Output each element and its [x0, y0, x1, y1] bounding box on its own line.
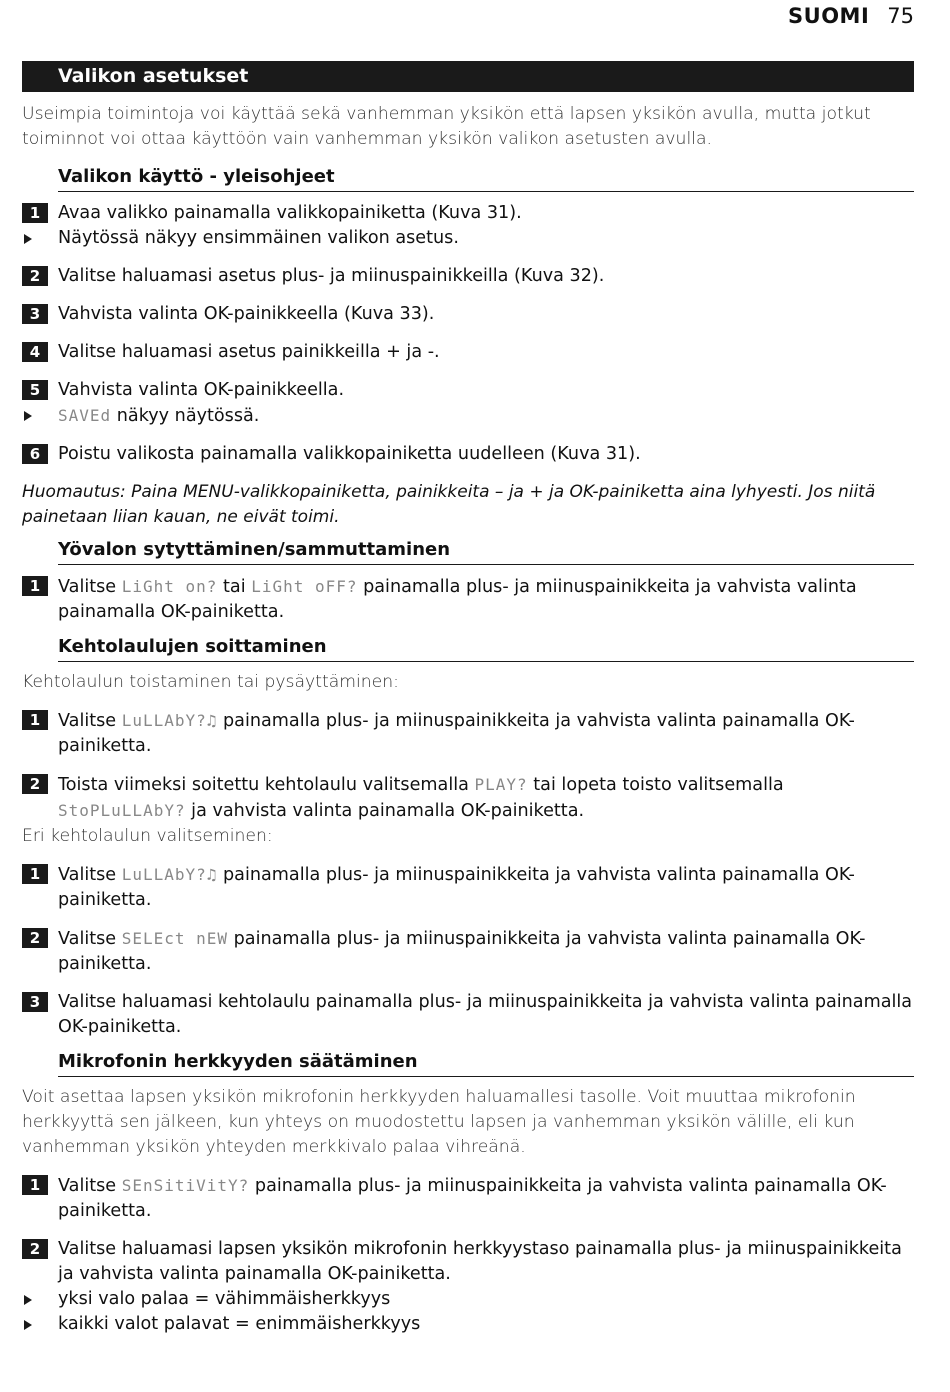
- step-text: Valitse: [58, 711, 122, 731]
- lcd-saved-text: SAVEd: [58, 406, 112, 425]
- subheading-lullabies: Kehtolaulujen soittaminen: [58, 635, 914, 662]
- night-light-step-1: [22, 574, 914, 625]
- note-text: Huomautus: Paina MENU-valikkopainiketta, painikkeita – ja + ja OK-painiketta aina lyhyesti. Jos niitä painetaan liian kauan, ne eivät toimi.: [22, 482, 876, 527]
- subheading-night-light: Yövalon sytyttäminen/sammuttaminen: [58, 538, 914, 565]
- menu-step-6: [22, 442, 914, 467]
- lcd-light-on-text: LiGht on?: [121, 577, 218, 596]
- result-arrow-icon: [24, 234, 32, 244]
- result-text: yksi valo palaa = vähimmäisherkkyys: [58, 1289, 391, 1309]
- result-text: kaikki valot palavat = enimmäisherkkyys: [58, 1314, 421, 1334]
- menu-step-5-result: [22, 403, 914, 429]
- step-text: Valitse: [58, 577, 122, 597]
- section-title: Valikon asetukset: [22, 61, 914, 92]
- page-header: [788, 2, 914, 30]
- result-arrow-icon: [24, 411, 32, 421]
- microphone-intro: Voit asettaa lapsen yksikön mikrofonin herkkyyden haluamallesi tasolle. Voit muuttaa mikrofonin herkkyyttä sen jälkeen, kun yhteys on muodostettu lapsen ja vanhemman yksikön välille, eli kun vanhemman yksikön yhteyden merkkivalo palaa vihreänä.: [22, 1087, 856, 1157]
- lullaby-intro-select: Eri kehtolaulun valitseminen:: [22, 826, 273, 846]
- step-text: Valitse haluamasi kehtolaulu painamalla plus- ja miinuspainikkeita ja vahvista valinta painamalla OK-painiketta.: [58, 992, 913, 1037]
- result-text: Näytössä näkyy ensimmäinen valikon asetus.: [58, 228, 459, 248]
- step-number: 2: [22, 266, 48, 286]
- step-text: painamalla plus- ja miinuspainikkeita ja vahvista valinta painamalla OK-painiketta.: [58, 929, 866, 974]
- language-label: SUOMI: [788, 4, 870, 28]
- step-text: Vahvista valinta OK-painikkeella.: [58, 380, 345, 400]
- step-number: 5: [22, 380, 48, 400]
- step-text: Toista viimeksi soitettu kehtolaulu valitsemalla: [58, 775, 475, 795]
- step-text: tai lopeta toisto valitsemalla: [527, 775, 784, 795]
- step-number: 1: [22, 203, 48, 223]
- step-text: painamalla plus- ja miinuspainikkeita ja vahvista valinta painamalla OK-painiketta.: [58, 577, 857, 622]
- step-text: Valitse: [58, 929, 122, 949]
- lcd-stop-lullaby-text: StoPLuLLAbY?: [58, 801, 186, 820]
- menu-step-2: [22, 264, 914, 289]
- step-number: 2: [22, 1239, 48, 1259]
- lcd-select-new-text: SELEct nEW: [121, 929, 229, 948]
- lcd-sensitivity-text: SEnSitiVitY?: [121, 1176, 250, 1195]
- step-text: painamalla plus- ja miinuspainikkeita ja vahvista valinta painamalla OK-painiketta.: [58, 865, 855, 910]
- lullaby-select-step-1: [22, 862, 914, 913]
- step-number: 1: [22, 710, 48, 730]
- subheading-menu-usage: Valikon käyttö - yleisohjeet: [58, 165, 914, 192]
- step-number: 2: [22, 928, 48, 948]
- lcd-lullaby-text: LuLLAbY?♫: [121, 865, 218, 884]
- step-text: Avaa valikko painamalla valikkopainiketta (Kuva 31).: [58, 203, 522, 223]
- step-text: Poistu valikosta painamalla valikkopainiketta uudelleen (Kuva 31).: [58, 444, 641, 464]
- step-number: 1: [22, 1175, 48, 1195]
- lcd-play-text: PLAY?: [474, 775, 528, 794]
- step-number: 1: [22, 864, 48, 884]
- microphone-step-1: [22, 1173, 914, 1224]
- lullaby-step-2: [22, 772, 914, 824]
- result-text: näkyy näytössä.: [111, 406, 260, 426]
- step-text: Valitse haluamasi lapsen yksikön mikrofonin herkkyystaso painamalla plus- ja miinuspainikkeita ja vahvista valinta painamalla OK-painiketta.: [58, 1239, 902, 1284]
- step-text: ja vahvista valinta painamalla OK-painiketta.: [185, 801, 585, 821]
- step-number: 4: [22, 342, 48, 362]
- lullaby-step-1: [22, 708, 914, 759]
- step-text: painamalla plus- ja miinuspainikkeita ja vahvista valinta painamalla OK-painiketta.: [58, 711, 855, 756]
- page-content: [22, 61, 914, 1337]
- lcd-lullaby-text: LuLLAbY?♫: [121, 711, 218, 730]
- step-number: 3: [22, 992, 48, 1012]
- page-number: 75: [887, 4, 914, 28]
- microphone-result-2: [22, 1312, 914, 1337]
- step-number: 2: [22, 774, 48, 794]
- lullaby-select-step-3: [22, 990, 914, 1040]
- step-text: Valitse: [58, 1176, 122, 1196]
- lcd-light-off-text: LiGht oFF?: [251, 577, 358, 596]
- step-text: Vahvista valinta OK-painikkeella (Kuva 33).: [58, 304, 435, 324]
- step-text: tai: [217, 577, 252, 597]
- result-arrow-icon: [24, 1295, 32, 1305]
- menu-step-5: [22, 378, 914, 403]
- step-number: 6: [22, 444, 48, 464]
- step-text: Valitse haluamasi asetus plus- ja miinuspainikkeilla (Kuva 32).: [58, 266, 605, 286]
- step-text: Valitse: [58, 865, 122, 885]
- menu-step-1: [22, 201, 914, 226]
- lullaby-intro-playback: Kehtolaulun toistaminen tai pysäyttäminen:: [22, 672, 399, 692]
- intro-paragraph: Useimpia toimintoja voi käyttää sekä vanhemman yksikön että lapsen yksikön avulla, mutta jotkut toiminnot voi ottaa käyttöön vain vanhemman yksikön valikon asetusten avulla.: [22, 104, 871, 149]
- menu-step-4: [22, 340, 914, 365]
- step-text: painamalla plus- ja miinuspainikkeita ja vahvista valinta painamalla OK-painiketta.: [58, 1176, 887, 1221]
- step-text: Valitse haluamasi asetus painikkeilla + ja -.: [58, 342, 440, 362]
- microphone-step-2: [22, 1237, 914, 1287]
- subheading-microphone: Mikrofonin herkkyyden säätäminen: [58, 1050, 914, 1077]
- step-number: 1: [22, 576, 48, 596]
- result-arrow-icon: [24, 1320, 32, 1330]
- lullaby-select-step-2: [22, 926, 914, 977]
- microphone-result-1: [22, 1287, 914, 1312]
- step-number: 3: [22, 304, 48, 324]
- menu-step-1-result: [22, 226, 914, 251]
- menu-step-3: [22, 302, 914, 327]
